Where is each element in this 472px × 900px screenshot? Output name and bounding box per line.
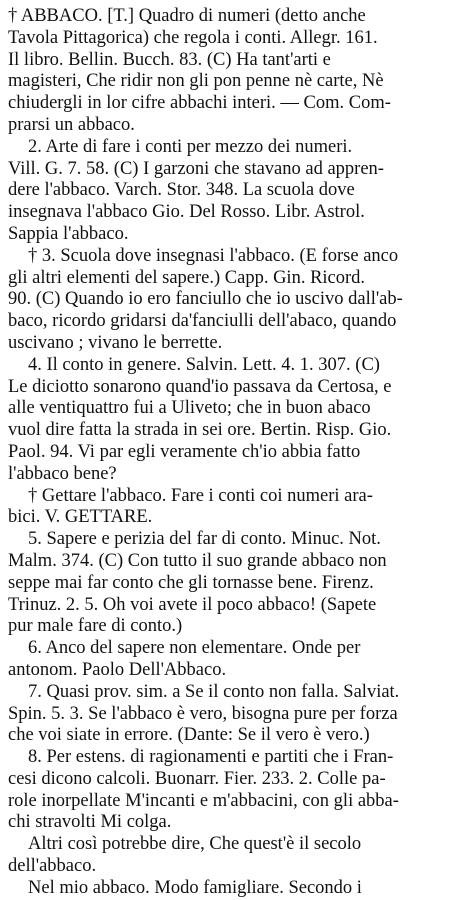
entry-line: † Gettare l'abbaco. Fare i conti coi numeri ara- [28, 485, 373, 506]
entry-line: 4. Il conto in genere. Salvin. Lett. 4. 1. 307. (C) [28, 354, 380, 375]
entry-line: 2. Arte di fare i conti per mezzo dei numeri. [28, 136, 353, 157]
entry-line: Nel mio abbaco. Modo famigliare. Secondo i [28, 877, 362, 898]
entry-line: Spin. 5. 3. Se l'abbaco è vero, bisogna pure per forza [8, 703, 398, 724]
entry-line: l'abbaco bene? [8, 463, 117, 484]
entry-line: seppe mai far conto che gli tornasse bene. Firenz. [8, 572, 374, 593]
entry-line: Trinuz. 2. 5. Oh voi avete il poco abbaco! (Sapete [8, 594, 377, 615]
entry-line: 90. (C) Quando io ero fanciullo che io uscivo dall'ab- [8, 289, 403, 310]
entry-line: 7. Quasi prov. sim. a Se il conto non falla. Salviat. [28, 681, 400, 702]
entry-line: che voi siate in errore. (Dante: Se il vero è vero.) [8, 725, 370, 746]
entry-line: alle ventiquattro fui a Uliveto; che in buon abaco [8, 398, 371, 419]
entry-line: role inorpellate M'incanti e m'abbacini, con gli abba- [8, 790, 399, 811]
entry-line: gli altri elementi del sapere.) Capp. Gin. Ricord. [8, 267, 366, 288]
entry-line: chi stravolti Mi colga. [8, 812, 172, 833]
entry-line: Altri così potrebbe dire, Che quest'è il secolo [28, 834, 362, 855]
entry-line: cesi dicono calcoli. Buonarr. Fier. 233. 2. Colle pa- [8, 768, 386, 789]
entry-line: Il libro. Bellin. Bucch. 83. (C) Ha tant'arti e [8, 49, 331, 70]
entry-line: 5. Sapere e perizia del far di conto. Minuc. Not. [28, 529, 381, 550]
entry-line: dere l'abbaco. Varch. Stor. 348. La scuola dove [8, 180, 355, 201]
entry-line: Vill. G. 7. 58. (C) I garzoni che stavano ad appren- [8, 158, 384, 179]
entry-line: Le diciotto sonarono quand'io passava da Certosa, e [8, 376, 392, 397]
entry-line: Tavola Pittagorica) che regola i conti. Allegr. 161. [8, 27, 378, 48]
entry-line: pur male fare di conto.) [8, 616, 183, 637]
entry-line: chiudergli in lor cifre abbachi interi. — Com. Com- [8, 93, 391, 114]
entry-line: bici. V. GETTARE. [8, 507, 153, 528]
entry-line: 8. Per estens. di ragionamenti e partiti che i Fran- [28, 747, 394, 768]
entry-line: dell'abbaco. [8, 856, 97, 877]
entry-line: insegnava l'abbaco Gio. Del Rosso. Libr. Astrol. [8, 202, 365, 223]
entry-line: Malm. 374. (C) Con tutto il suo grande abbaco non [8, 550, 387, 571]
entry-line: baco, ricordo gridarsi da'fanciulli dell'abaco, quando [8, 311, 397, 332]
entry-line: vuol dire fatta la strada in sei ore. Bertin. Risp. Gio. [8, 420, 392, 441]
entry-line: Sappia l'abbaco. [8, 223, 129, 244]
entry-line: uscivano ; vivano le berrette. [8, 332, 223, 353]
entry-line: Paol. 94. Vi par egli veramente ch'io abbia fatto [8, 441, 361, 462]
entry-line: † 3. Scuola dove insegnasi l'abbaco. (E forse anco [28, 245, 399, 266]
entry-line: prarsi un abbaco. [8, 114, 135, 135]
entry-line: magisteri, Che ridir non gli pon penne nè carte, Nè [8, 71, 384, 92]
entry-line: antonom. Paolo Dell'Abbaco. [8, 659, 227, 680]
entry-line: 6. Anco del sapere non elementare. Onde per [28, 638, 361, 659]
entry-line: † ABBACO. [T.] Quadro di numeri (detto anche [8, 6, 366, 26]
